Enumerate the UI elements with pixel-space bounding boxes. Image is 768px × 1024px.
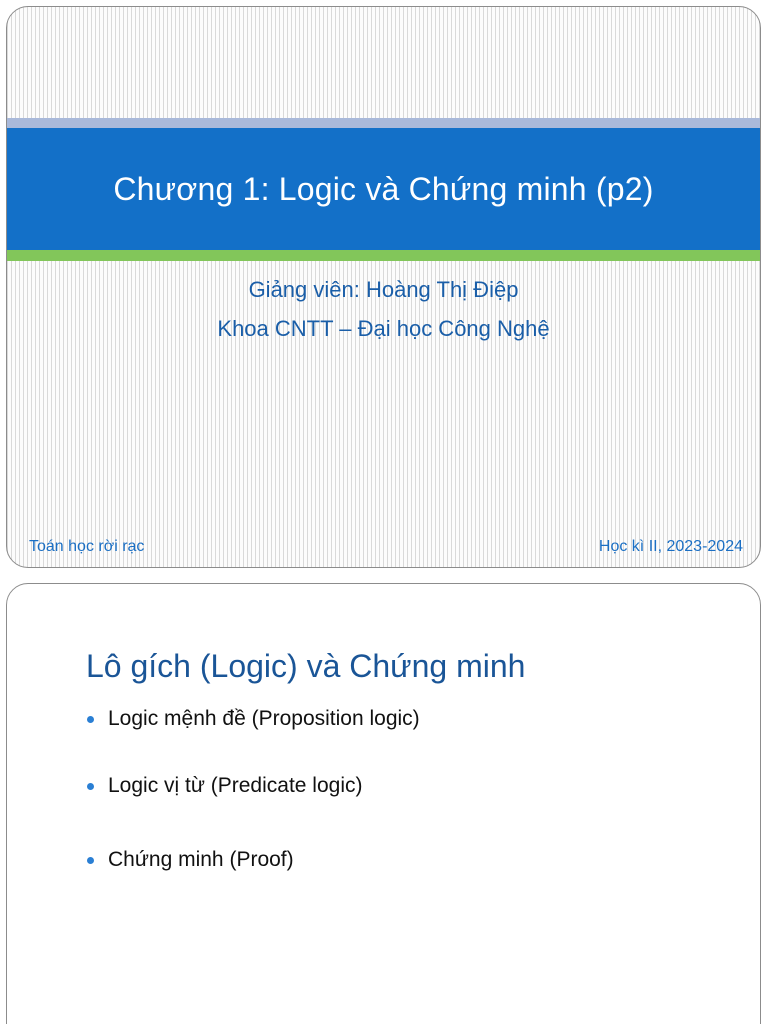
bullet-dot-icon	[87, 857, 94, 864]
title-slide	[6, 6, 761, 568]
slide-title: Chương 1: Logic và Chứng minh (p2)	[113, 170, 654, 207]
list-item	[87, 774, 363, 798]
title-top-band	[7, 118, 760, 128]
slide-heading: Lô gích (Logic) và Chứng minh	[86, 648, 526, 684]
footer-course: Toán học rời rạc	[29, 538, 145, 555]
list-item	[87, 848, 294, 872]
list-item-text: Logic mệnh đề (Proposition logic)	[108, 707, 420, 730]
lecturer-line: Giảng viên: Hoàng Thị Điệp	[248, 277, 519, 302]
bullet-dot-icon	[87, 716, 94, 723]
content-slide	[6, 583, 761, 1024]
department-line: Khoa CNTT – Đại học Công Nghệ	[217, 316, 550, 341]
title-bottom-band	[7, 250, 760, 261]
list-item-text: Logic vị từ (Predicate logic)	[108, 774, 363, 797]
bullet-dot-icon	[87, 783, 94, 790]
footer-semester: Học kì II, 2023-2024	[598, 538, 743, 555]
list-item-text: Chứng minh (Proof)	[108, 848, 294, 871]
title-bar	[7, 128, 760, 250]
list-item	[87, 707, 420, 731]
